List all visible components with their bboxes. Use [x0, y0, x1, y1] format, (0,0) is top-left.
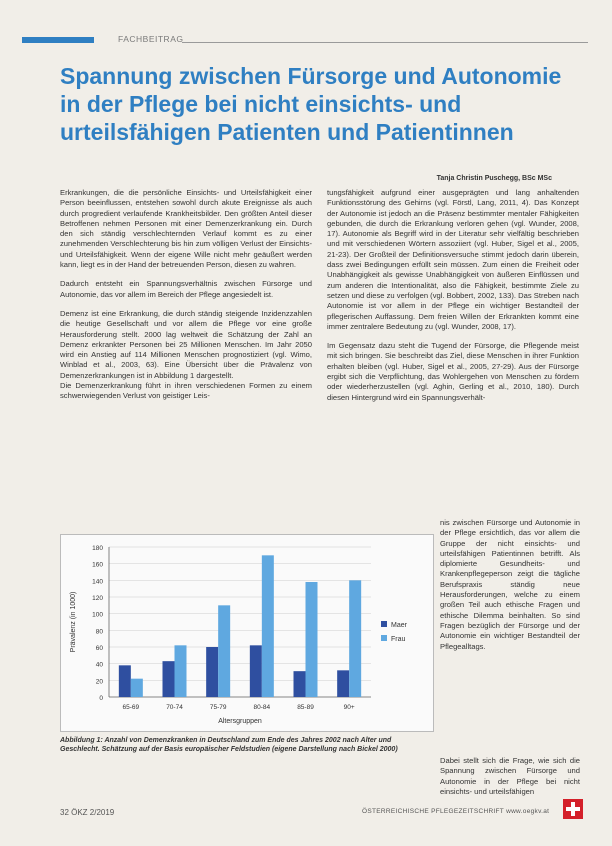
footer-journal: ÖSTERREICHISCHE PFLEGEZEITSCHRIFT www.oegkv.at — [362, 808, 550, 815]
chart-figure — [60, 534, 434, 732]
column-4 — [440, 756, 580, 806]
bar-frau — [349, 580, 361, 697]
header-rule — [182, 42, 588, 43]
y-tick-label: 40 — [95, 661, 103, 669]
bar-frau — [175, 645, 187, 697]
x-tick-label: 80-84 — [253, 704, 271, 711]
column-3 — [440, 518, 580, 661]
x-tick-label: 70-74 — [166, 704, 183, 711]
x-tick-label: 90+ — [343, 704, 355, 711]
y-tick-label: 160 — [92, 561, 103, 569]
cross-logo-icon — [563, 799, 583, 819]
bar-frau — [131, 679, 143, 697]
legend-swatch — [381, 621, 387, 627]
author: Tanja Christin Puschegg, BSc MSc — [436, 175, 552, 182]
paragraph: Im Gegensatz dazu steht die Tugend der Fürsorge, die Pflegende meist mit sich bringen. Sie beschreibt das Ziel, diese Menschen in ihrer Funktion erhalten bleiben (vgl. Huber, Sigel et al., 2005, 27-29). Aus der Fürsorge ergibt sich die Verpflichtung, das Wohlergehen von Menschen zu fördern oder wiederherzustellen (vgl. Aghin, Gerling et al., 2010, 180). Durch diesen Hintergrund wird ein Spannungsverhält- — [327, 341, 579, 402]
paragraph: nis zwischen Fürsorge und Autonomie in der Pflege ersichtlich, das vor allem die Gruppe der nicht einsichts- und urteilsfähigen Patientinnen betrifft. Als diplomierte Gesundheits- und Krankenpflegeperson zeigt die tägliche Berufspraxis ständig neue Herausforderungen, welche zu einem großen Teil auch ethische Fragen und ethische Dilemma beinhalten. So sind Fragen bezüglich der Fürsorge und der Autonomie ein wichtiger Bestandteil der Pflegealltags. — [440, 518, 580, 651]
y-axis-label: Prävalenz (in 1000) — [70, 591, 77, 653]
legend-label: Maer — [391, 622, 407, 629]
article-title: Spannung zwischen Fürsorge und Autonomie in der Pflege bei nicht einsichts- und urteilsfähigen Patienten und Patientinnen — [60, 63, 562, 145]
x-tick-label: 85-89 — [297, 704, 314, 711]
x-tick-label: 75-79 — [209, 704, 227, 711]
bar-maer — [294, 671, 306, 697]
header-accent-bar — [22, 37, 94, 43]
bar-maer — [119, 665, 131, 697]
x-axis-label: Altersgruppen — [218, 718, 262, 725]
column-1 — [60, 188, 312, 411]
x-tick-label: 65-69 — [122, 704, 140, 711]
y-tick-label: 80 — [95, 628, 103, 636]
section-header — [22, 34, 588, 46]
y-tick-label: 0 — [99, 695, 103, 702]
bar-chart — [61, 535, 433, 731]
bar-maer — [206, 647, 218, 697]
paragraph: tungsfähigkeit aufgrund einer ausgeprägten und lang anhaltenden Funktionsstörung des Gehirns (vgl. Förstl, Lang, 2011, 4). Das Konzept der Autonomie ist jedoch an die Präsenz bestimmter mentaler Fähigkeiten gebunden, die durch die Erkrankung verloren gehen (vgl. Wunder, 2008, 17). Autonomie als Begriff wird in der Literatur sehr vielfältig beschrieben und mit verschiedenen Wörtern assoziiert (vgl. Huber, Sigel et al., 2005, 21-23). Der Großteil der Definitionsversuche stimmt jedoch darin überein, dass zwei Bedingungen erfüllt sein müssen. Zum einen die Freiheit oder Unabhängigkeit als gewisse Unabhängigkeit von äußeren Einflüssen und zum anderen die Intentionalität, also die Fähigkeit, bestimmte Ziele zu setzen und diese zu verfolgen (vgl. Bobbert, 2002, 133). Das Streben nach Autonomie ist vor allem in der Pflege ein wichtiger Bestandteil der pflegerischen Auffassung. Dem freien Willen der Erkrankten kommt eine immer zentralere Bedeutung zu (vgl. Wunder, 2008, 17). — [327, 188, 579, 331]
bar-frau — [262, 555, 274, 697]
bar-frau — [218, 605, 230, 697]
bar-maer — [163, 661, 175, 697]
paragraph: Erkrankungen, die die persönliche Einsichts- und Urteilsfähigkeit einer Person beeinflussen, entstehen sowohl durch akute Ereignisse als auch durch progredient verlaufende Krankheitsbilder. Den größten Anteil dieser Betroffenen nehmen Personen mit einer Demenzerkrankung ein. Durch den sich ständig verschlechternden Verlauf kommt es zu einer zunehmenden Verschlechterung bis hin zum völligen Verlust der Einsichts- und Urteilsfähigkeit. Wenn der eigene Wille nicht mehr geäußert werden kann, liegt es in der Hand der betreuenden Person, diesen zu wahren. — [60, 188, 312, 270]
legend-swatch — [381, 635, 387, 641]
paragraph: Dabei stellt sich die Frage, wie sich die Spannung zwischen Fürsorge und Autonomie in der Pflege bei nicht einsichts- und urteilsfähigen — [440, 756, 580, 796]
y-tick-label: 20 — [95, 678, 103, 686]
y-tick-label: 180 — [92, 545, 103, 552]
y-tick-label: 100 — [92, 611, 103, 619]
bar-maer — [250, 645, 262, 697]
paragraph: Dadurch entsteht ein Spannungsverhältnis zwischen Fürsorge und Autonomie, das vor allem im Bereich der Pflege angesiedelt ist. — [60, 279, 312, 299]
section-label: FACHBEITRAG — [118, 34, 184, 44]
paragraph: Demenz ist eine Erkrankung, die durch ständig steigende Inzidenzzahlen die heutige Gesellschaft und vor allem die Pflege vor eine große Herausforderung stellt. 2000 lag weltweit die Schätzung der Zahl an Demenz erkrankter Personen bei 25 Millionen Menschen. Im Jahr 2050 wird ein Anstieg auf 114 Millionen Menschen prognostiziert (vgl. Wimo, Winblad et al., 2003, 63). Eine Übersicht über die Prävalenz von Demenzerkrankungen ist in Abbildung 1 dargestellt. — [60, 308, 312, 380]
footer-page-info: 32 ÖKZ 2/2019 — [60, 808, 115, 817]
figure-caption: Abbildung 1: Anzahl von Demenzkranken in Deutschland zum Ende des Jahres 2002 nach Alter und Geschlecht. Schätzung auf der Basis europäischer Feldstudien (eigene Darstellung nach Bickel 2000) — [60, 737, 398, 753]
bar-frau — [306, 582, 318, 697]
bar-maer — [337, 670, 349, 697]
legend-label: Frau — [391, 636, 406, 643]
column-2 — [327, 188, 579, 412]
y-tick-label: 60 — [95, 645, 103, 652]
y-tick-label: 140 — [92, 578, 103, 586]
y-tick-label: 120 — [92, 595, 103, 602]
paragraph: Die Demenzerkrankung führt in ihren verschiedenen Formen zu einem schwerwiegenden Verlust von geistiger Leis- — [60, 381, 312, 401]
